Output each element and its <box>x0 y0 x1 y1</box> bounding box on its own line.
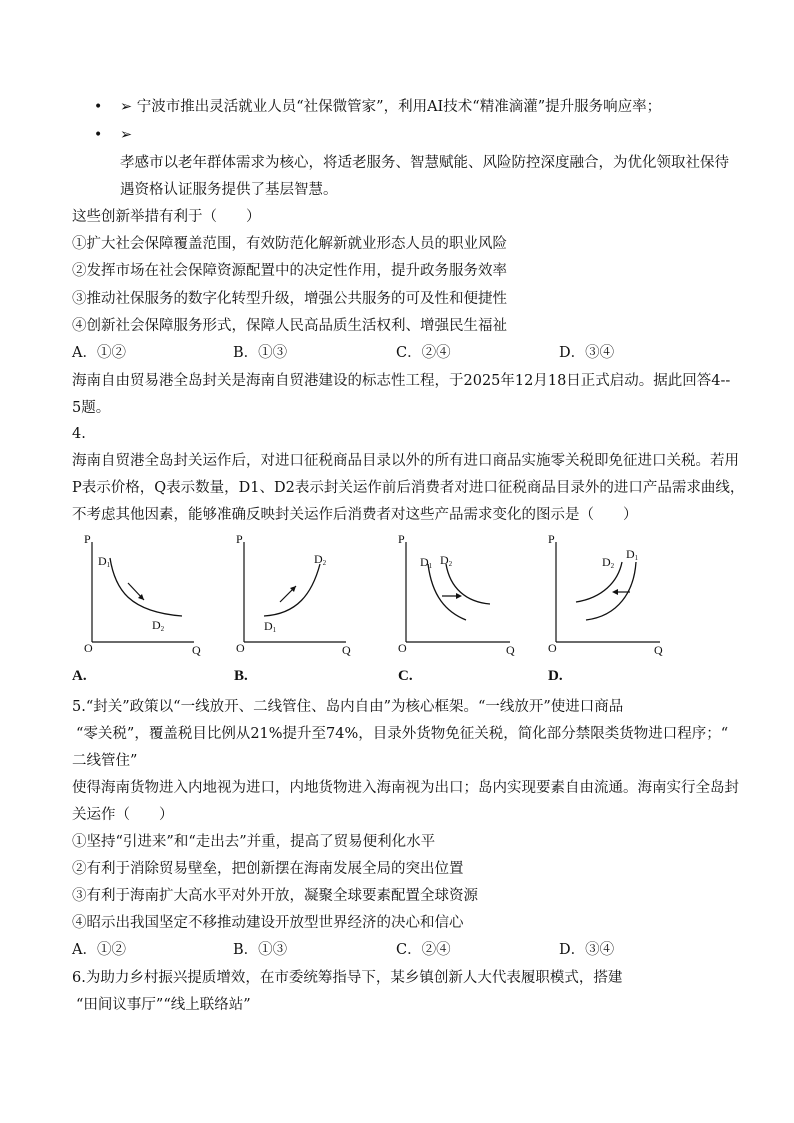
question-4-stem: P表示价格，Q表示数量，D1、D2表示封关运作前后消费者对进口征税商品目录外的进口产品需求曲线， <box>72 480 745 496</box>
question-4-stem: 不考虑其他因素，能够准确反映封关运作后消费者对这些产品需求变化的图示是（ ） <box>72 507 638 523</box>
graph-a-svg <box>70 530 210 660</box>
graph-b[interactable] <box>222 530 362 660</box>
curve-label-d2: D2 <box>602 555 615 570</box>
graph-d-svg <box>534 530 674 660</box>
graph-b-label[interactable]: B. <box>234 668 248 684</box>
curve-label-d1: D1 <box>420 555 433 570</box>
curve-label-d1: D1 <box>264 619 277 634</box>
question-3-item: ②发挥市场在社会保障资源配置中的决定性作用，提升政务服务效率 <box>72 263 507 279</box>
origin-label: O <box>236 641 245 655</box>
bullet-dot: • <box>94 99 103 115</box>
demand-curve-d1 <box>586 562 636 620</box>
axis-label-p: P <box>398 532 405 546</box>
axis-label-q: Q <box>654 643 663 657</box>
graph-b-svg <box>222 530 362 660</box>
axis-label-q: Q <box>342 643 351 657</box>
bullet-item-xiaogan-marker: ➢ <box>120 127 133 143</box>
curve-label-d2: D2 <box>440 553 453 568</box>
origin-label: O <box>548 641 557 655</box>
axis-label-p: P <box>84 532 91 546</box>
curve-label-d1: D1 <box>626 547 639 562</box>
question-3-stem: 这些创新举措有利于（ ） <box>72 209 261 225</box>
option-b[interactable]: B．①③ <box>233 942 288 958</box>
axis-label-p: P <box>236 532 243 546</box>
question-5-stem: 5.“封关”政策以“一线放开、二线管住、岛内自由”为核心框架。“一线放开”使进口商品 <box>72 699 624 715</box>
option-c[interactable]: C．②④ <box>396 942 451 958</box>
question-5-stem: 使得海南货物进入内地视为进口，内地货物进入海南视为出口；岛内实现要素自由流通。海南实行全岛封 <box>72 780 739 796</box>
curve-label-d2: D2 <box>152 618 165 633</box>
option-d[interactable]: D．③④ <box>559 942 615 958</box>
question-4-stem: 海南自贸港全岛封关运作后，对进口征税商品目录以外的所有进口商品实施零关税即免征进口关税。若用 <box>72 453 739 469</box>
axis-label-q: Q <box>506 643 515 657</box>
graph-d-label[interactable]: D. <box>548 668 563 684</box>
graph-a-label[interactable]: A. <box>72 668 87 684</box>
question-3-item: ③推动社保服务的数字化转型升级，增强公共服务的可及性和便捷性 <box>72 291 507 307</box>
demand-curve-d2 <box>446 564 490 604</box>
intro-4-5: 海南自由贸易港全岛封关是海南自贸港建设的标志性工程，于2025年12月18日正式启动。据此回答4-- <box>72 373 731 389</box>
origin-label: O <box>398 641 407 655</box>
question-5-stem: “零关税”，覆盖税目比例从21%提升至74%，目录外货物免征关税，简化部分禁限类货物进口程序；“ <box>76 726 729 742</box>
graph-c-label[interactable]: C. <box>398 668 413 684</box>
axis-label-q: Q <box>192 643 201 657</box>
question-5-stem: 二线管住” <box>72 753 138 769</box>
option-a[interactable]: A．①② <box>72 345 126 361</box>
bullet-dot: • <box>94 127 103 143</box>
question-3-item: ①扩大社会保障覆盖范围，有效防范化解新就业形态人员的职业风险 <box>72 236 507 252</box>
question-5-item: ③有利于海南扩大高水平对外开放，凝聚全球要素配置全球资源 <box>72 888 478 904</box>
option-d[interactable]: D．③④ <box>559 345 615 361</box>
demand-curve <box>110 558 182 616</box>
question-4-number: 4. <box>72 426 86 442</box>
graph-a[interactable] <box>70 530 210 660</box>
option-a[interactable]: A．①② <box>72 942 126 958</box>
curve-label-d1: D1 <box>98 554 111 569</box>
graph-c-svg <box>384 530 524 660</box>
arrow-head <box>456 593 462 599</box>
question-5-stem: 关运作（ ） <box>72 807 174 823</box>
question-5-item: ①坚持“引进来”和“走出去”并重，提高了贸易便利化水平 <box>72 834 436 850</box>
question-3-item: ④创新社会保障服务形式，保障人民高品质生活权利、增强民生福祉 <box>72 318 507 334</box>
question-6-stem: 6.为助力乡村振兴提质增效，在市委统筹指导下，某乡镇创新人大代表履职模式，搭建 <box>72 970 623 986</box>
graph-d[interactable] <box>534 530 674 660</box>
question-6-stem: “田间议事厅”“线上联络站” <box>76 997 251 1013</box>
question-5-item: ④昭示出我国坚定不移推动建设开放型世界经济的决心和信心 <box>72 915 464 931</box>
demand-curve-d2 <box>576 562 622 602</box>
origin-label: O <box>84 641 93 655</box>
axis-label-p: P <box>548 532 555 546</box>
question-5-item: ②有利于消除贸易壁垒，把创新摆在海南发展全局的突出位置 <box>72 861 464 877</box>
bullet-item-xiaogan-text: 遇资格认证服务提供了基层智慧。 <box>120 182 338 198</box>
option-b[interactable]: B．①③ <box>233 345 288 361</box>
bullet-item-ningbo: ➢ 宁波市推出灵活就业人员“社保微管家”，利用AI技术“精准滴灌”提升服务响应率； <box>120 99 662 115</box>
question-3-options <box>72 343 732 363</box>
intro-4-5: 5题。 <box>72 400 111 416</box>
arrow-head <box>612 589 618 595</box>
curve-label-d2: D2 <box>314 552 327 567</box>
option-c[interactable]: C．②④ <box>396 345 451 361</box>
bullet-item-xiaogan-text: 孝感市以老年群体需求为核心，将适老服务、智慧赋能、风险防控深度融合，为优化领取社保待 <box>120 155 729 171</box>
graph-c[interactable] <box>384 530 524 660</box>
question-5-options <box>72 940 732 960</box>
